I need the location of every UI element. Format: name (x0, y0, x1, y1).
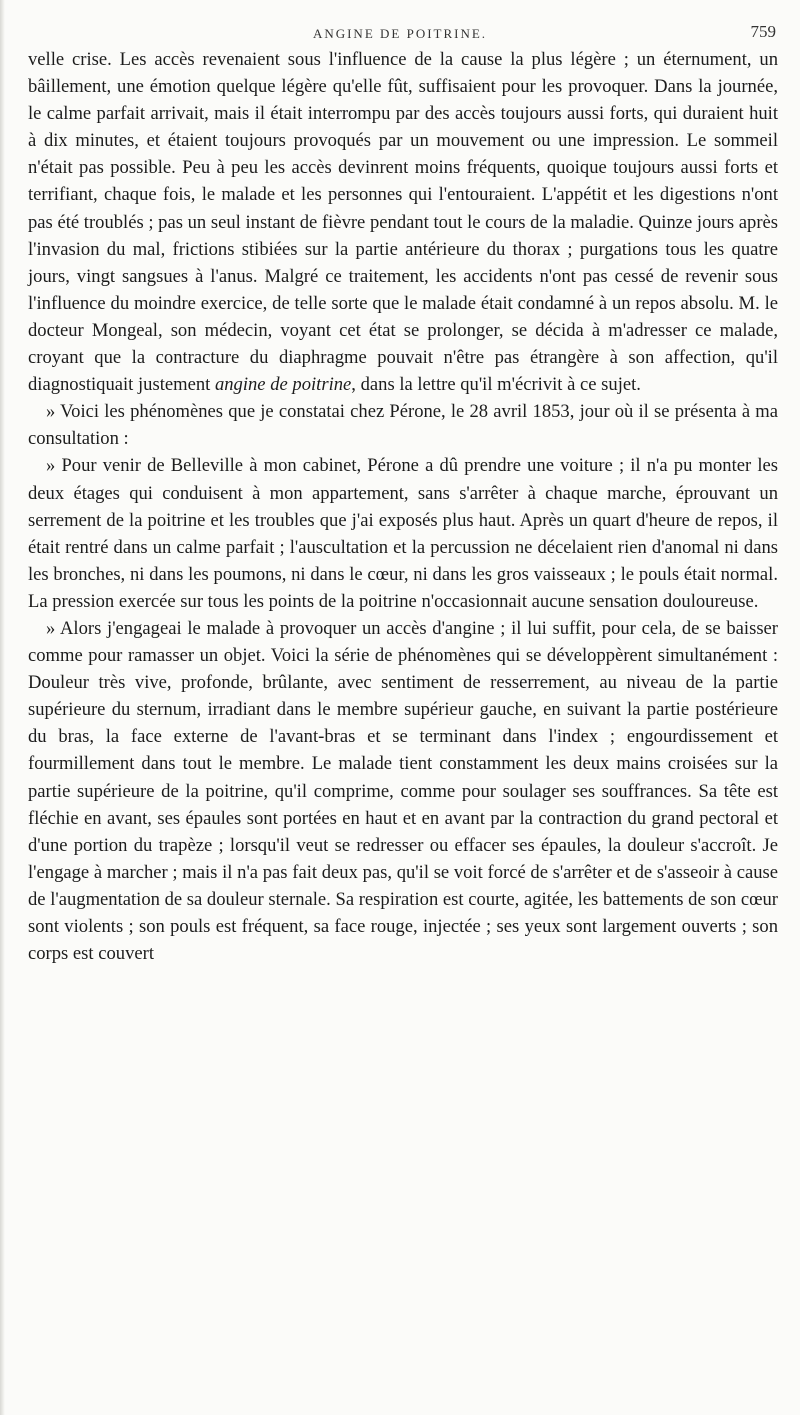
paragraph-1-text: velle crise. Les accès revenaient sous l'influence de la cause la plus légère ; un éternument, un bâillement, une émotion quelque légère qu'elle fût, suffisaient pour les provoquer. Dans la journée, le calme parfait arrivait, mais il était interrompu par des accès toujours aussi forts, qui duraient huit à dix minutes, et étaient toujours provoqués par un mouvement ou une impression. Le sommeil n'était pas possible. Peu à peu les accès devinrent moins fréquents, quoique toujours aussi forts et terrifiant, chaque fois, le malade et les personnes qui l'entouraient. L'appétit et les digestions n'ont pas été troublés ; pas un seul instant de fièvre pendant tout le cours de la maladie. Quinze jours après l'invasion du mal, frictions stibiées sur la partie antérieure du thorax ; purgations tous les quatre jours, vingt sangsues à l'anus. Malgré ce traitement, les accidents n'ont pas cessé de revenir sous l'influence du moindre exercice, de telle sorte que le malade était condamné à un repos absolu. M. le docteur Mongeal, son médecin, voyant cet état se prolonger, se décida à m'adresser ce malade, croyant que la contracture du diaphragme pouvait n'être pas étrangère à son affection, qu'il diagnostiquait justement (28, 49, 778, 396)
paragraph-3: » Pour venir de Belleville à mon cabinet, Pérone a dû prendre une voiture ; il n'a pu monter les deux étages qui conduisent à mon appartement, sans s'arrêter à chaque marche, éprouvant un serrement de la poitrine et les troubles que j'ai exposés plus haut. Après un quart d'heure de repos, il était rentré dans un calme parfait ; l'auscultation et la percussion ne décelaient rien d'anomal ni dans les bronches, ni dans les poumons, ni dans le cœur, ni dans les gros vaisseaux ; le pouls était normal. La pression exercée sur tous les points de la poitrine n'occasionnait aucune sensation douloureuse. (28, 455, 778, 612)
paragraph-continued (28, 46, 778, 398)
paragraph-2: » Voici les phénomènes que je constatai chez Pérone, le 28 avril 1853, jour où il se présenta à ma consultation : (28, 401, 778, 450)
running-title: ANGINE DE POITRINE. (312, 26, 488, 41)
paragraph-4: » Alors j'engageai le malade à provoquer un accès d'angine ; il lui suffit, pour cela, de se baisser comme pour ramasser un objet. Voici la série de phénomènes qui se développèrent simultanément : Douleur très vive, profonde, brûlante, avec sentiment de resserrement, au niveau de la partie supérieure du sternum, irradiant dans le membre supérieur gauche, en suivant la partie postérieure du bras, la face externe de l'avant-bras et se terminant dans l'index ; engourdissement et fourmillement dans tout le membre. Le malade tient constamment les deux mains croisées sur la partie supérieure de la poitrine, qu'il comprime, comme pour soulager ses souffrances. Sa tête est fléchie en avant, ses épaules sont portées en haut et en avant par la contraction du grand pectoral et d'une portion du trapèze ; lorsqu'il veut se redresser ou effacer ses épaules, la douleur s'accroît. Je l'engage à marcher ; mais il n'a pas fait deux pas, qu'il se voit forcé de s'arrêter et de s'asseoir à cause de l'augmentation de sa douleur sternale. Sa respiration est courte, agitée, les battements de son cœur sont violents ; son pouls est fréquent, sa face rouge, injectée ; ses yeux sont largement ouverts ; son corps est couvert (28, 617, 778, 965)
running-head (0, 22, 800, 46)
text-body (28, 46, 778, 967)
paragraph-1-end: , dans la lettre qu'il m'écrivit à ce sujet. (351, 374, 641, 396)
italic-term: angine de poitrine (214, 374, 352, 396)
page-number: 759 (750, 22, 776, 41)
page-binding-edge (0, 0, 5, 1415)
